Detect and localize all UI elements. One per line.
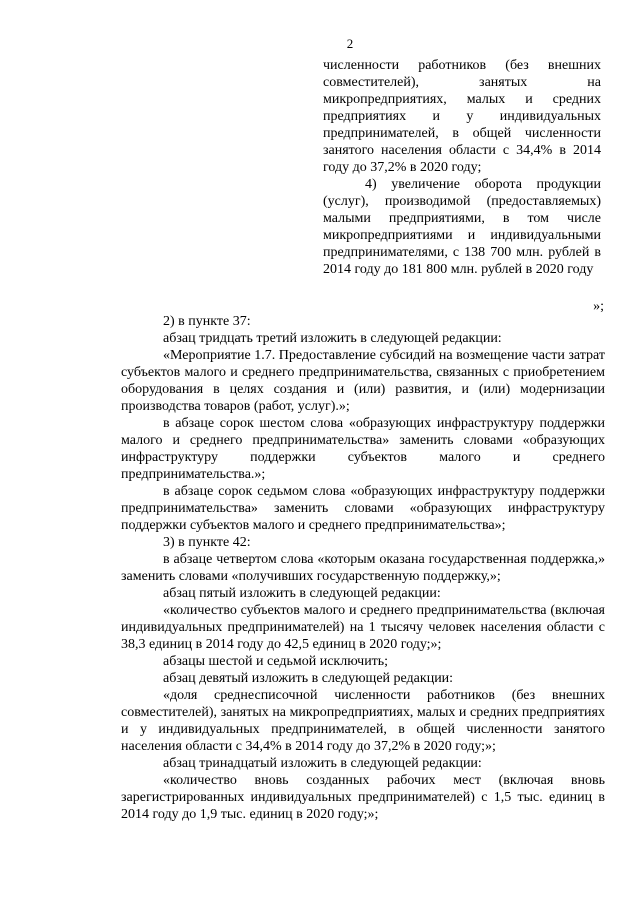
quoted-item4: 4) увеличение оборота продукции (услуг), производимой (предоставляемых) малыми предприятиями, в том числе микропредприятиями и индивидуальными предпринимателями, с 138 700 млн. рублей в 2014 году до 181 800 млн. рублей в 2020 году — [323, 177, 601, 277]
paragraph: 2) в пункте 37: — [163, 314, 251, 329]
paragraph: в абзаце сорок седьмом слова «образующих инфраструктуру поддержки предпринимательства» заменить словами «образующих инфраструктуру поддержки субъектов малого и среднего предпринимательства»; — [121, 484, 605, 533]
paragraph: абзац пятый изложить в следующей редакции: — [163, 586, 441, 601]
paragraph: абзац тринадцатый изложить в следующей редакции: — [163, 756, 482, 771]
paragraph: в абзаце сорок шестом слова «образующих инфраструктуру поддержки малого и среднего предпринимательства» заменить словами «образующих инфраструктуру поддержки субъектов малого и среднего предпринимательства.»; — [121, 416, 605, 482]
paragraph: «доля среднесписочной численности работников (без внешних совместителей), занятых на микропредприятиях, малых и средних предприятиях и у индивидуальных предпринимателей, в общей численности занятого населения области с 34,4% в 2014 году до 37,2% в 2020 году;»; — [121, 688, 605, 754]
quoted-block — [323, 57, 601, 278]
paragraph: абзац девятый изложить в следующей редакции: — [163, 671, 454, 686]
paragraph: абзацы шестой и седьмой исключить; — [163, 654, 389, 669]
paragraph: «Мероприятие 1.7. Предоставление субсидий на возмещение части затрат субъектов малого и среднего предпринимательства, связанных с приобретением оборудования в целях создания и (или) развития, и (или) модернизации производства товаров (работ, услуг).»; — [121, 348, 605, 414]
main-text — [121, 313, 605, 823]
quoted-item3-continuation: численности работников (без внешних совместителей), занятых на микропредприятиях, малых и средних предприятиях и у индивидуальных предпринимателей, в общей численности занятого населения области с 34,4% в 2014 году до 37,2% в 2020 году; — [323, 58, 601, 175]
paragraph: «количество вновь созданных рабочих мест (включая вновь зарегистрированных индивидуальных предпринимателей) с 1,5 тыс. единиц в 2014 году до 1,9 тыс. единиц в 2020 году;»; — [121, 773, 605, 822]
paragraph: в абзаце четвертом слова «которым оказана государственная поддержка,» заменить словами «получивших государственную поддержку,»; — [121, 552, 605, 584]
page-number: 2 — [346, 36, 354, 51]
paragraph: абзац тридцать третий изложить в следующей редакции: — [163, 331, 502, 346]
paragraph: «количество субъектов малого и среднего предпринимательства (включая индивидуальных предпринимателей) на 1 тысячу человек населения области с 38,3 единиц в 2014 году до 42,5 единиц в 2020 году;»; — [121, 603, 605, 652]
quote-closing: »; — [593, 299, 604, 314]
paragraph: 3) в пункте 42: — [163, 535, 251, 550]
